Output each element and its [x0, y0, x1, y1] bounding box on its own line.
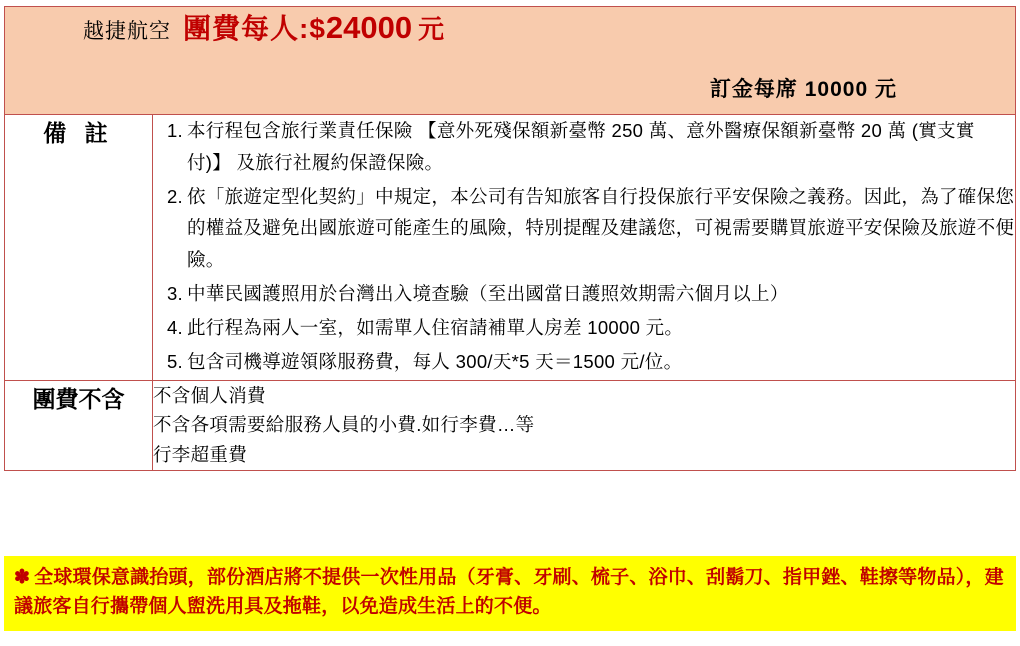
list-item: 依「旅遊定型化契約」中規定，本公司有告知旅客自行投保旅行平安保險之義務。因此，為了確保您的權益及避免出國旅遊可能產生的風險，特別提醒及建議您，可視需要購買旅遊平安保險及旅遊不便險。 [187, 185, 1015, 271]
airline-name: 越捷航空 [83, 20, 171, 43]
exclusions-label: 團費不含 [5, 380, 153, 471]
price-label: 團費每人:$ [183, 13, 326, 44]
price-value: 24000 [325, 10, 413, 45]
list-item: 本行程包含旅行業責任保險 【意外死殘保額新臺幣 250 萬、意外醫療保額新臺幣 20 萬 (實支實付)】 及旅行社履約保證保險。 [187, 120, 975, 173]
exclusions-content [153, 380, 1016, 471]
list-item: 不含個人消費 [153, 384, 266, 406]
header-row [5, 7, 1016, 115]
list-item: 中華民國護照用於台灣出入境查驗（至出國當日護照效期需六個月以上） [187, 283, 789, 305]
notes-label: 備 註 [5, 115, 153, 381]
notes-list [153, 115, 1015, 378]
notes-row [5, 115, 1016, 381]
exclusions-row [5, 380, 1016, 471]
tour-price-table [4, 6, 1016, 471]
list-item: 不含各項需要給服務人員的小費.如行李費…等 [153, 414, 535, 436]
header-band [5, 7, 1016, 115]
deposit-line: 訂金每席 10000 元 [709, 78, 897, 101]
list-item: 此行程為兩人一室，如需單人住宿請補單人房差 10000 元。 [187, 316, 684, 338]
eco-notice-text: 全球環保意識抬頭，部份酒店將不提供一次性用品（牙膏、牙刷、梳子、浴巾、刮鬍刀、指甲銼、鞋擦等物品），建議旅客自行攜帶個人盥洗用具及拖鞋，以免造成生活上的不便。 [14, 567, 1004, 617]
list-item: 包含司機導遊領隊服務費，每人 300/天*5 天＝1500 元/位。 [187, 350, 683, 372]
notes-content [153, 115, 1016, 381]
eco-notice-banner [4, 556, 1016, 631]
price-line [5, 7, 1015, 47]
price-currency-unit: 元 [418, 14, 445, 44]
asterisk-icon: ✽ [14, 567, 31, 588]
list-item: 行李超重費 [153, 444, 248, 466]
